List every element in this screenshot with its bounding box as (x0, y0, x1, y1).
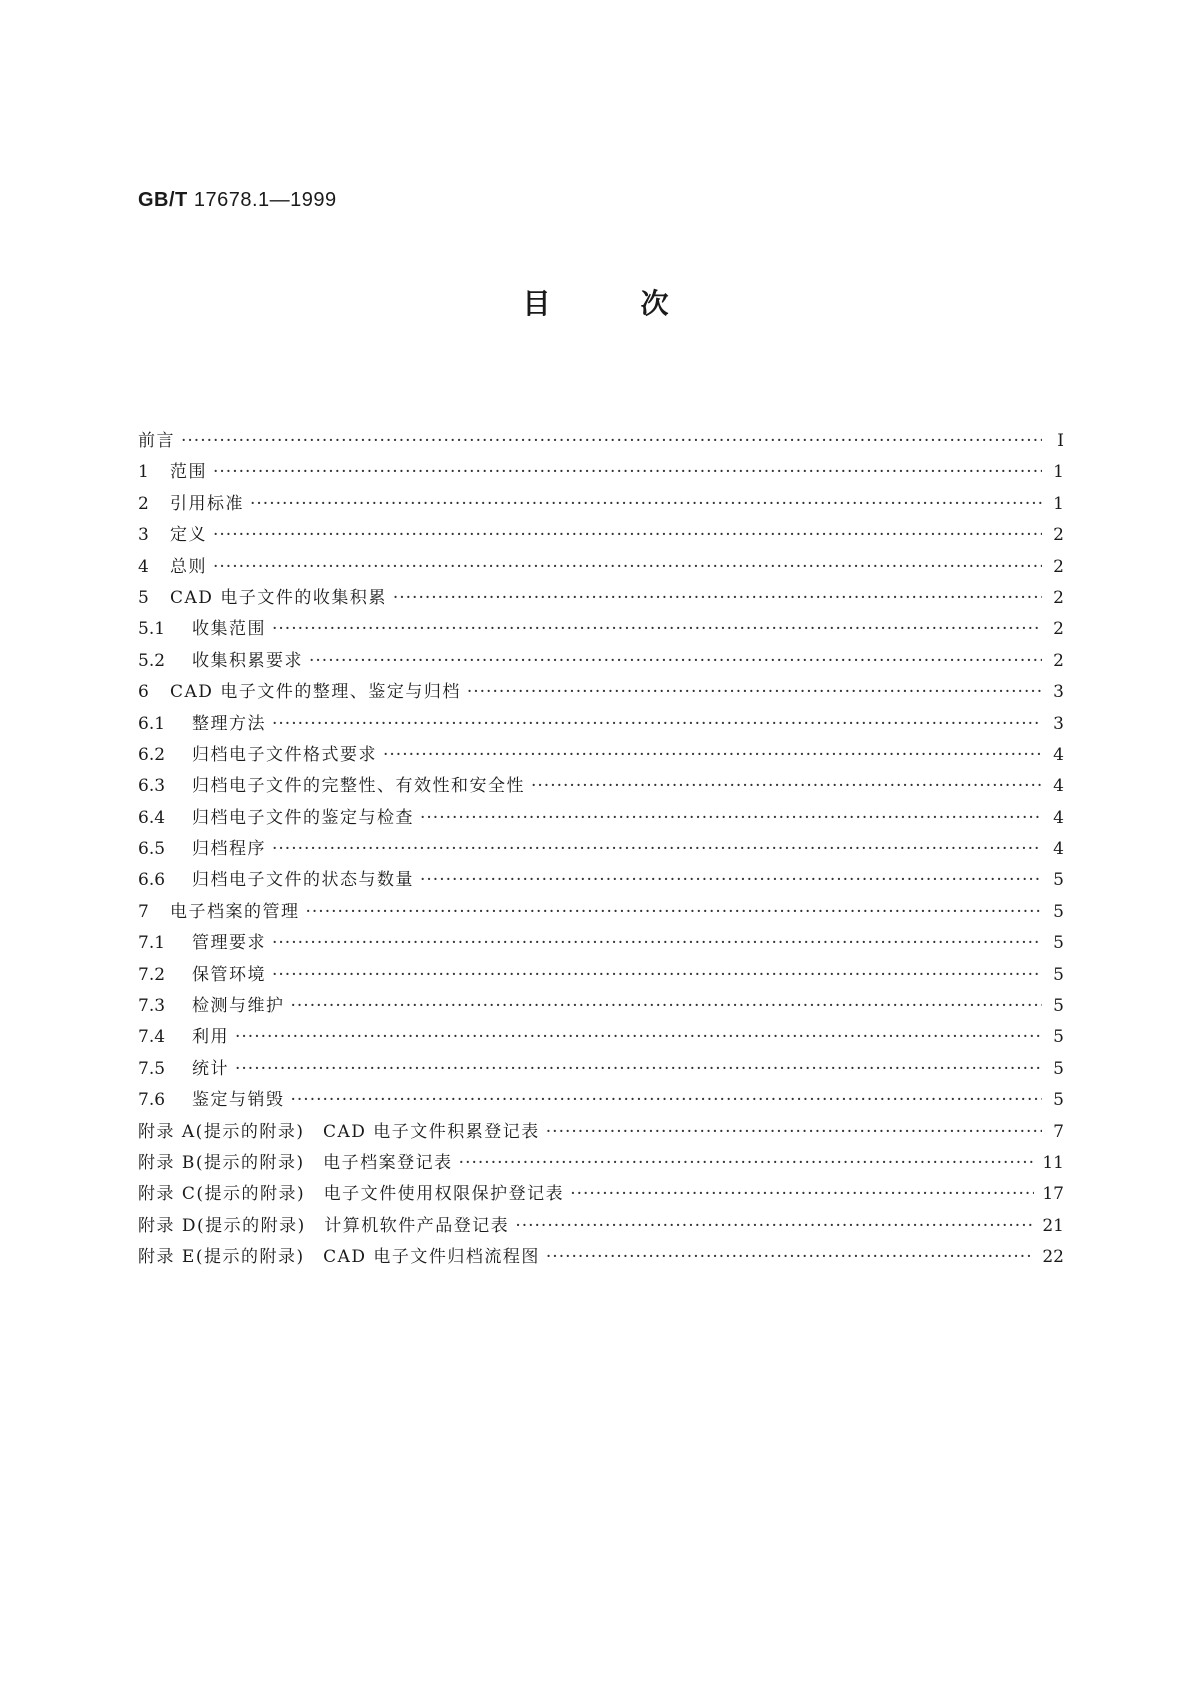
toc-entry-page: 3 (1053, 682, 1064, 703)
toc-entry-title: 总则 (170, 556, 207, 577)
toc-entry-title: 前言 (138, 431, 175, 451)
toc-entry-number: 7.4 (138, 1027, 166, 1048)
toc-dot-leader (546, 1122, 1042, 1142)
toc-dot-leader (213, 525, 1042, 545)
toc-entry-page: 5 (1053, 901, 1064, 922)
toc-entry[interactable] (138, 426, 1064, 457)
toc-entry-page: 2 (1053, 525, 1064, 546)
toc-dot-leader (250, 494, 1042, 514)
toc-entry[interactable] (138, 897, 1064, 928)
toc-entry-number: 5.1 (138, 619, 166, 640)
toc-entry[interactable] (138, 614, 1064, 645)
toc-dot-leader (272, 619, 1042, 639)
toc-dot-leader (531, 776, 1042, 796)
toc-entry-page: Ⅰ (1057, 431, 1064, 451)
toc-entry-number: 7.3 (138, 996, 166, 1017)
toc-entry-page: 7 (1053, 1121, 1064, 1142)
toc-entry-title: 附录 B(提示的附录) 电子档案登记表 (138, 1152, 453, 1173)
toc-entry-title: 归档程序 (192, 839, 266, 860)
toc-entry-number: 7.2 (138, 964, 166, 985)
toc-entry-number: 6.2 (138, 744, 166, 765)
toc-entry-page: 11 (1042, 1152, 1064, 1173)
toc-entry-title: 收集积累要求 (192, 650, 303, 671)
toc-entry-number: 3 (138, 525, 149, 546)
standard-code: 17678.1—1999 (193, 189, 337, 211)
toc-entry-page: 1 (1053, 493, 1064, 514)
toc-entry-number: 7.5 (138, 1058, 166, 1079)
toc-entry[interactable] (138, 646, 1064, 677)
toc-entry[interactable] (138, 552, 1064, 583)
toc-entry-title: 引用标准 (170, 493, 244, 514)
toc-entry-page: 2 (1053, 619, 1064, 640)
toc-entry-title: 归档电子文件的鉴定与检查 (192, 807, 414, 828)
toc-entry-title: 鉴定与销毁 (192, 1090, 285, 1111)
toc-dot-leader (213, 557, 1042, 577)
toc-entry-title: 收集范围 (192, 619, 266, 640)
toc-entry[interactable] (138, 1054, 1064, 1085)
toc-dot-leader (235, 1059, 1042, 1079)
toc-entry-page: 1 (1053, 462, 1064, 483)
toc-entry-number: 6.6 (138, 870, 166, 891)
toc-entry-title: 保管环境 (192, 964, 266, 985)
toc-entry-number: 2 (138, 493, 149, 514)
toc-entry-number: 5.2 (138, 650, 166, 671)
table-of-contents (138, 426, 1064, 1274)
toc-entry-page: 3 (1053, 713, 1064, 734)
toc-entry-title: 归档电子文件的状态与数量 (192, 870, 414, 891)
toc-entry-page: 5 (1053, 870, 1064, 891)
toc-entry[interactable] (138, 1179, 1064, 1210)
toc-entry-title: 归档电子文件格式要求 (192, 744, 377, 765)
toc-entry-page: 22 (1042, 1247, 1064, 1268)
toc-entry-number: 4 (138, 556, 149, 577)
toc-entry-title: 统计 (192, 1058, 229, 1079)
toc-entry[interactable] (138, 489, 1064, 520)
toc-entry-number: 5 (138, 587, 149, 608)
toc-dot-leader (570, 1184, 1034, 1204)
toc-entry[interactable] (138, 583, 1064, 614)
toc-entry-page: 5 (1053, 1027, 1064, 1048)
toc-entry[interactable] (138, 803, 1064, 834)
toc-entry[interactable] (138, 928, 1064, 959)
toc-entry-title: 归档电子文件的完整性、有效性和安全性 (192, 776, 525, 797)
toc-dot-leader (420, 808, 1042, 828)
toc-entry-number: 6.3 (138, 776, 166, 797)
toc-entry-page: 4 (1053, 776, 1064, 797)
toc-entry[interactable] (138, 865, 1064, 896)
toc-entry-page: 17 (1042, 1184, 1064, 1205)
toc-dot-leader (306, 902, 1043, 922)
toc-dot-leader (515, 1216, 1034, 1236)
toc-entry-page: 2 (1053, 556, 1064, 577)
toc-dot-leader (272, 839, 1042, 859)
toc-dot-leader (272, 965, 1042, 985)
toc-entry-page: 4 (1053, 744, 1064, 765)
toc-dot-leader (213, 462, 1042, 482)
toc-entry-title: 附录 E(提示的附录) CAD 电子文件归档流程图 (138, 1247, 540, 1268)
toc-dot-leader (383, 745, 1042, 765)
toc-entry-page: 5 (1053, 996, 1064, 1017)
toc-entry-title: 附录 A(提示的附录) CAD 电子文件积累登记表 (138, 1121, 540, 1142)
toc-entry[interactable] (138, 709, 1064, 740)
toc-entry[interactable] (138, 520, 1064, 551)
toc-entry-page: 2 (1053, 587, 1064, 608)
toc-dot-leader (393, 588, 1042, 608)
toc-dot-leader (309, 651, 1042, 671)
toc-dot-leader (467, 682, 1042, 702)
toc-entry-number: 1 (138, 462, 149, 483)
toc-entry[interactable] (138, 1117, 1064, 1148)
page-title: 目次 (522, 287, 759, 320)
toc-entry-number: 6.5 (138, 839, 166, 860)
toc-entry-title: 范围 (170, 462, 207, 483)
toc-entry-title: CAD 电子文件的整理、鉴定与归档 (170, 682, 461, 703)
toc-entry-number: 7.1 (138, 933, 166, 954)
toc-entry-number: 6 (138, 682, 149, 703)
toc-dot-leader (459, 1153, 1035, 1173)
toc-entry-title: 附录 D(提示的附录) 计算机软件产品登记表 (138, 1215, 510, 1236)
toc-entry-page: 2 (1053, 650, 1064, 671)
toc-entry-page: 5 (1053, 933, 1064, 954)
toc-entry-page: 4 (1053, 839, 1064, 860)
toc-entry-number: 7.6 (138, 1090, 166, 1111)
standard-prefix: GB/T (138, 189, 188, 211)
toc-entry-title: 管理要求 (192, 933, 266, 954)
toc-entry[interactable] (138, 1211, 1064, 1242)
toc-entry[interactable] (138, 991, 1064, 1022)
toc-entry-title: 利用 (192, 1027, 229, 1048)
toc-entry-title: 整理方法 (192, 713, 266, 734)
toc-dot-leader (546, 1247, 1034, 1267)
toc-entry-title: 附录 C(提示的附录) 电子文件使用权限保护登记表 (138, 1184, 565, 1205)
toc-entry-title: 检测与维护 (192, 996, 285, 1017)
toc-dot-leader (291, 1090, 1043, 1110)
toc-entry-number: 6.4 (138, 807, 166, 828)
toc-dot-leader (291, 996, 1043, 1016)
toc-entry-page: 5 (1053, 964, 1064, 985)
toc-entry-title: 电子档案的管理 (170, 901, 300, 922)
toc-entry[interactable] (138, 1085, 1064, 1116)
toc-entry-title: CAD 电子文件的收集积累 (170, 587, 387, 608)
toc-entry[interactable] (138, 771, 1064, 802)
toc-dot-leader (272, 714, 1042, 734)
toc-entry-page: 5 (1053, 1090, 1064, 1111)
toc-entry[interactable] (138, 960, 1064, 991)
toc-entry[interactable] (138, 457, 1064, 488)
toc-entry[interactable] (138, 1022, 1064, 1053)
toc-entry[interactable] (138, 834, 1064, 865)
toc-entry-number: 6.1 (138, 713, 166, 734)
standard-number (138, 189, 337, 212)
toc-entry-page: 5 (1053, 1058, 1064, 1079)
toc-dot-leader (420, 870, 1042, 890)
toc-dot-leader (272, 933, 1042, 953)
toc-entry[interactable] (138, 740, 1064, 771)
toc-entry-page: 4 (1053, 807, 1064, 828)
toc-entry-title: 定义 (170, 525, 207, 546)
toc-entry-page: 21 (1042, 1215, 1064, 1236)
toc-dot-leader (235, 1027, 1042, 1047)
toc-entry[interactable] (138, 1148, 1064, 1179)
toc-entry-number: 7 (138, 901, 149, 922)
toc-entry[interactable] (138, 677, 1064, 708)
toc-entry[interactable] (138, 1242, 1064, 1273)
toc-dot-leader (181, 431, 1042, 451)
